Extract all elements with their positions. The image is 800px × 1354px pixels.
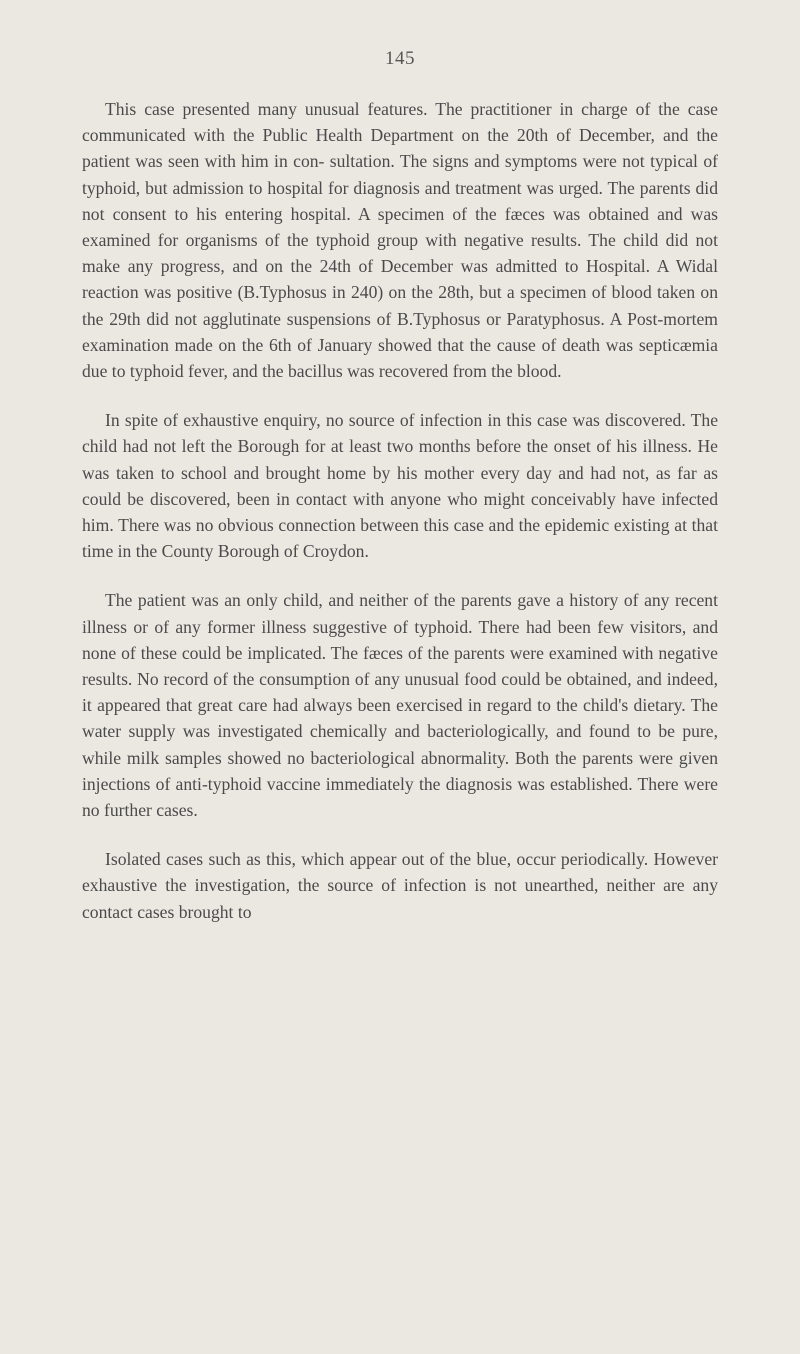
body-text xyxy=(82,96,718,948)
paragraph-case-features: This case presented many unusual features. The practitioner in charge of the case communicated with the Public Health Department on the 20th of December, and the patient was seen with him in con- sultation. The signs and symptoms were not typical of typhoid, but admission to hospital for diagnosis and treatment was urged. The parents did not consent to his entering hospital. A specimen of the fæces was obtained and was examined for organisms of the typhoid group with negative results. The child did not make any progress, and on the 24th of December was admitted to Hospital. A Widal reaction was positive (B.Typhosus in 240) on the 28th, but a specimen of blood taken on the 29th did not agglutinate suspensions of B.Typhosus or Paratyphosus. A Post-mortem examination made on the 6th of January showed that the cause of death was septicæmia due to typhoid fever, and the bacillus was recovered from the blood. xyxy=(82,99,718,382)
page-number: 145 xyxy=(385,48,415,69)
paragraph-family-history: The patient was an only child, and neither of the parents gave a history of any recent illness or of any former illness suggestive of typhoid. There had been few visitors, and none of these could be implicated. The fæces of the parents were examined with negative results. No record of the consumption of any unusual food could be obtained, and indeed, it appeared that great care had always been exercised in regard to the child's dietary. The water supply was investigated chemically and bacteriologically, and found to be pure, while milk samples showed no bacteriological abnormality. Both the parents were given injections of anti-typhoid vaccine immediately the diagnosis was established. There were no further cases. xyxy=(82,590,718,821)
paragraph-source-enquiry: In spite of exhaustive enquiry, no source of infection in this case was discovered. The child had not left the Borough for at least two months before the onset of his illness. He was taken to school and brought home by his mother every day and had not, as far as could be discovered, been in contact with anyone who might conceivably have infected him. There was no obvious connection between this case and the epidemic existing at that time in the County Borough of Croydon. xyxy=(82,410,718,562)
paragraph-isolated-cases: Isolated cases such as this, which appear out of the blue, occur periodically. However exhaustive the investigation, the source of infection is not unearthed, neither are any contact cases brought to xyxy=(82,849,718,922)
